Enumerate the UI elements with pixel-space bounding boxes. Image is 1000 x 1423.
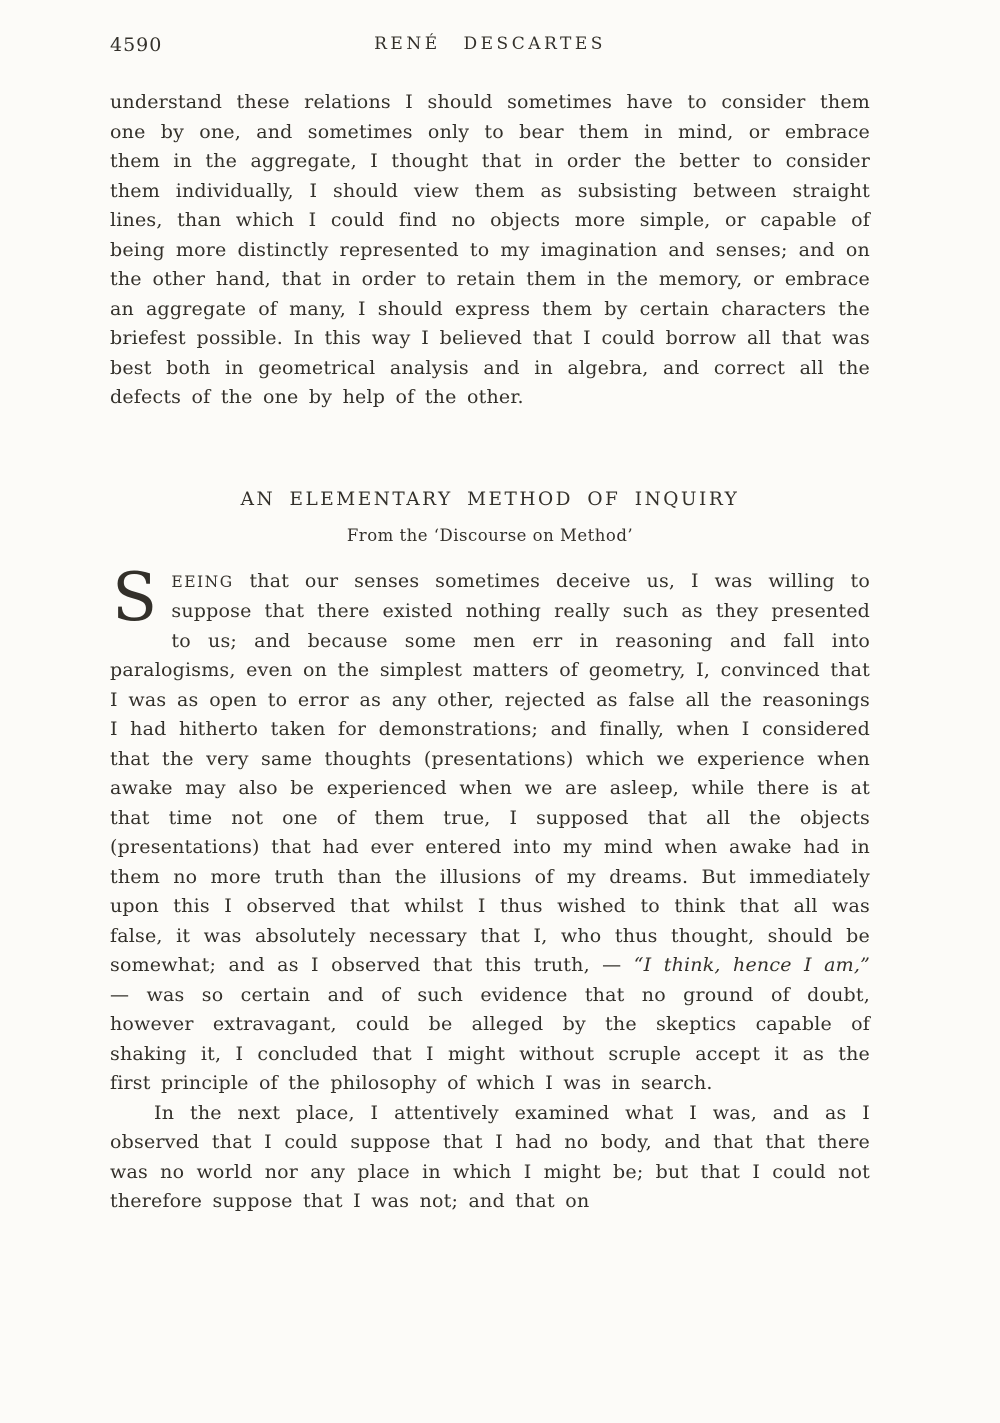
seeing-paragraph xyxy=(110,558,870,1099)
seeing-paragraph-italic-quote: “I think, hence I am,” xyxy=(633,954,870,976)
seeing-paragraph-text-2: — was so certain and of such evidence that no ground of doubt, however extravagant, could be alleged by the skeptics capable of shaking it, I concluded that I might without scruple accept it as the first principle of the philosophy of which I was in search. xyxy=(110,983,870,1094)
section-subtitle: From the ‘Discourse on Method’ xyxy=(346,525,634,545)
lead-word: EEING xyxy=(171,572,234,591)
seeing-paragraph-text-1: that our senses sometimes deceive us, I was willing to suppose that there existed nothing really such as they presented to us; and because some men err in reasoning and fall into paralogisms, even on the simplest matters of geometry, I, convinced that I was as open to error as any other, rejected as false all the reasonings I had hitherto taken for demonstrations; and finally, when I considered that the very same thoughts (presentations) which we experience when awake may also be experienced when we are asleep, while there is at that time not one of them true, I supposed that all the objects (presentations) that had ever entered into my mind when awake had in them no more truth than the illusions of my dreams. But immediately upon this I observed that whilst I thus wished to think that all was false, it was absolutely necessary that I, who thus thought, should be somewhat; and as I observed that this truth, — xyxy=(110,569,870,976)
drop-cap-letter: S xyxy=(112,558,158,636)
next-place-paragraph: In the next place, I attentively examined what I was, and as I observed that I could suppose that I had no body, and that that there was no world nor any place in which I might be; but that I could not therefore suppose that I was not; and that on xyxy=(110,1101,870,1212)
running-head-title: RENÉ DESCARTES xyxy=(374,34,606,54)
section-title: AN ELEMENTARY METHOD OF INQUIRY xyxy=(240,488,740,510)
running-head xyxy=(110,34,870,60)
page-number: 4590 xyxy=(110,34,163,56)
intro-paragraph: understand these relations I should sometimes have to consider them one by one, and sometimes only to bear them in mind, or embrace them in the aggregate, I thought that in order the better to consider them individually, I should view them as subsisting between straight lines, than which I could find no objects more simple, or capable of being more distinctly represented to my imagination and senses; and on the other hand, that in order to retain them in the memory, or embrace an aggregate of many, I should express them by certain characters the briefest possible. In this way I believed that I could borrow all that was best both in geometrical analysis and in algebra, and correct all the defects of the one by help of the other. xyxy=(110,91,870,408)
